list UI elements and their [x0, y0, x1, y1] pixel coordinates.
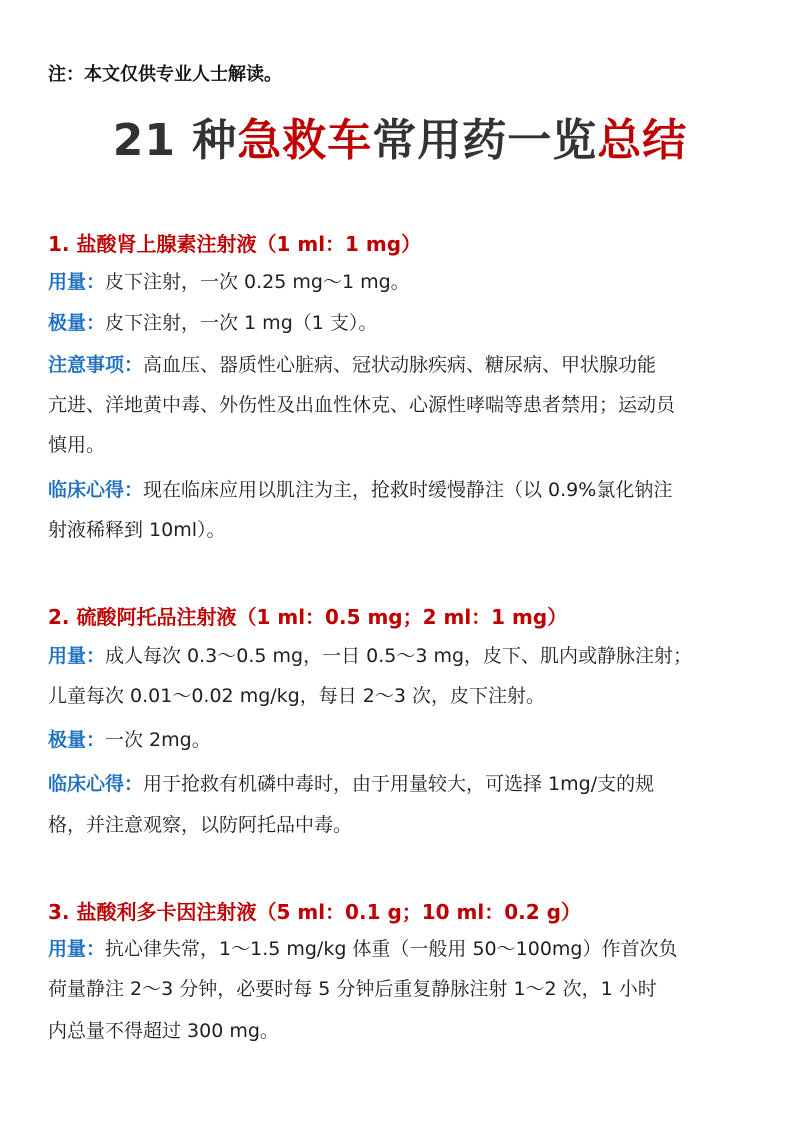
- text-line: [48, 686, 545, 706]
- disclaimer-note: 注：本文仅供专业人士解读。: [48, 64, 282, 85]
- field-text: 皮下注射，一次 0.25 mg～1 mg。: [105, 271, 410, 293]
- field-text: 慎用。: [48, 434, 106, 456]
- field-label: 极量：: [48, 729, 106, 751]
- field-text: 荷量静注 2～3 分钟，必要时每 5 分钟后重复静脉注射 1～2 次，1 小时: [48, 978, 657, 1000]
- text-line: [48, 355, 656, 375]
- text-line: [48, 939, 678, 959]
- field-label: 临床心得：: [48, 479, 144, 501]
- text-line: [48, 730, 211, 750]
- drug-heading: 3. 盐酸利多卡因注射液（5 ml：0.1 g；10 ml：0.2 g）: [48, 900, 581, 924]
- field-label: 极量：: [48, 312, 106, 334]
- field-text: 儿童每次 0.01～0.02 mg/kg，每日 2～3 次，皮下注射。: [48, 685, 545, 707]
- text-line: [48, 646, 692, 666]
- text-line: [48, 1021, 279, 1041]
- text-line: [48, 815, 352, 835]
- field-text: 成人每次 0.3～0.5 mg，一日 0.5～3 mg，皮下、肌内或静脉注射；: [105, 645, 693, 667]
- field-text: 抗心律失常，1～1.5 mg/kg 体重（一般用 50～100mg）作首次负: [105, 938, 678, 960]
- field-label: 临床心得：: [48, 773, 144, 795]
- text-line: [48, 774, 654, 794]
- field-label: 用量：: [48, 645, 106, 667]
- field-text: 用于抢救有机磷中毒时，由于用量较大，可选择 1mg/支的规: [143, 773, 655, 795]
- page-title: [0, 104, 800, 168]
- text-line: [48, 395, 675, 415]
- text-line: [48, 435, 105, 455]
- title-part: 常用药一览: [372, 115, 598, 166]
- field-text: 内总量不得超过 300 mg。: [48, 1020, 279, 1042]
- field-text: 一次 2mg。: [105, 729, 211, 751]
- drug-heading: 1. 盐酸肾上腺素注射液（1 ml：1 mg）: [48, 232, 422, 256]
- field-text: 格，并注意观察，以防阿托品中毒。: [48, 814, 353, 836]
- title-highlight: 总结: [597, 115, 688, 166]
- field-label: 注意事项：: [48, 354, 144, 376]
- text-line: [48, 313, 377, 333]
- field-text: 现在临床应用以肌注为主，抢救时缓慢静注（以 0.9%氯化钠注: [143, 479, 673, 501]
- text-line: [48, 272, 410, 292]
- field-text: 亢进、洋地黄中毒、外伤性及出血性休克、心源性哮喘等患者禁用；运动员: [48, 394, 676, 416]
- drug-heading: 2. 硫酸阿托品注射液（1 ml：0.5 mg；2 ml：1 mg）: [48, 605, 568, 629]
- field-label: 用量：: [48, 938, 106, 960]
- field-label: 用量：: [48, 271, 106, 293]
- title-highlight: 急救车: [237, 115, 373, 166]
- text-line: [48, 520, 226, 540]
- title-part: 21 种: [112, 115, 238, 166]
- field-text: 射液稀释到 10ml）。: [48, 519, 226, 541]
- text-line: [48, 480, 672, 500]
- field-text: 高血压、器质性心脏病、冠状动脉疾病、糖尿病、甲状腺功能: [143, 354, 657, 376]
- field-text: 皮下注射，一次 1 mg（1 支）。: [105, 312, 378, 334]
- text-line: [48, 979, 657, 999]
